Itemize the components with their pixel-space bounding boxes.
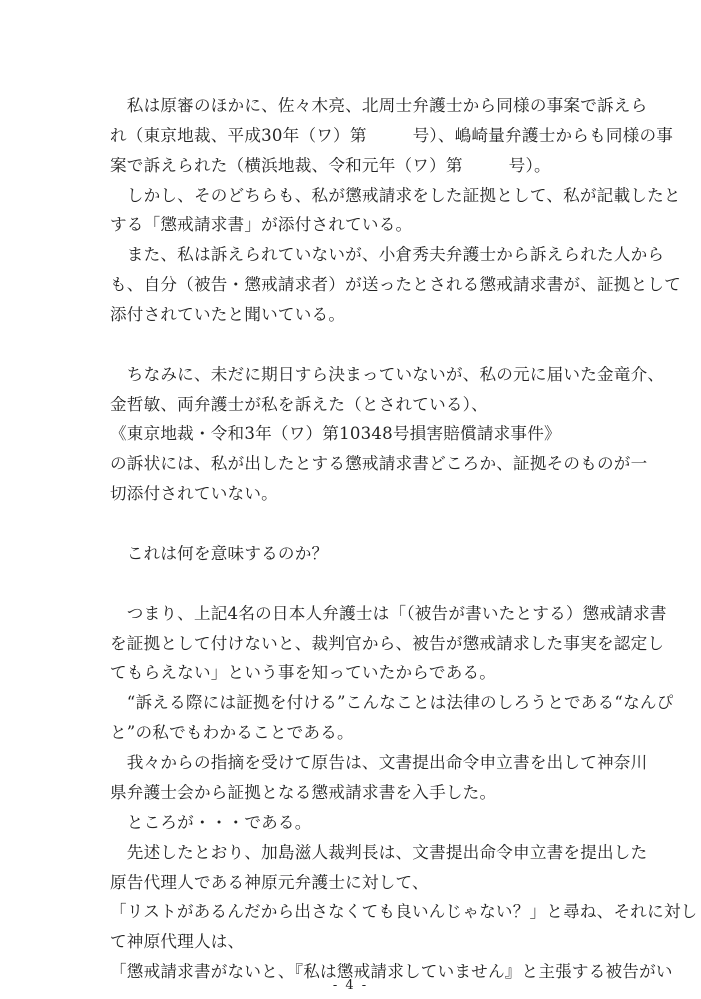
- text-line: “訴える際には証拠を付ける”こんなことは法律のしろうとである“なんぴ: [110, 693, 674, 712]
- text-line: 先述したとおり、加島滋人裁判長は、文書提出命令申立書を提出した: [110, 843, 648, 862]
- text-segment: 号）、嶋崎量弁護士からも同様の事: [412, 126, 674, 145]
- text-line: [110, 156, 602, 176]
- text-line: 添付されていたと聞いている。: [110, 305, 346, 324]
- text-line: も、自分（被告・懲戒請求者）が送ったとされる懲戒請求書が、証拠として: [110, 275, 681, 294]
- text-line: 「リストがあるんだから出さなくても良いんじゃない？」と尋ね、それに対し: [110, 902, 698, 921]
- text-line: する「懲戒請求書」が添付されている。: [110, 215, 413, 234]
- text-line: これは何を意味するのか？: [110, 544, 329, 563]
- text-line: 金哲敏、両弁護士が私を訴えた（とされている）、: [110, 395, 488, 414]
- text-line: 《東京地裁・令和3年（ワ）第10348号損害賠償請求事件》: [110, 424, 561, 443]
- text-segment: 案で訴えられた（横浜地裁、令和元年（ワ）第: [110, 156, 463, 175]
- text-line: 原告代理人である神原元弁護士に対して、: [110, 873, 429, 892]
- text-line: また、私は訴えられていないが、小倉秀夫弁護士から訴えられた人から: [110, 245, 665, 264]
- text-line: 我々からの指摘を受けて原告は、文書提出命令申立書を出して神奈川: [110, 753, 648, 772]
- text-line: と”の私でもわかることである。: [110, 723, 354, 742]
- redacted-number: [367, 129, 413, 145]
- text-line: の訴状には、私が出したとする懲戒請求書どころか、証拠そのものが一: [110, 454, 648, 473]
- page-number: - 4 -: [332, 978, 369, 993]
- text-line: 切添付されていない。: [110, 484, 278, 503]
- text-line: つまり、上記4名の日本人弁護士は「（被告が書いたとする）懲戒請求書: [110, 604, 667, 623]
- text-line: しかし、そのどちらも、私が懲戒請求をした証拠として、私が記載したと: [110, 186, 681, 205]
- text-line: 私は原審のほかに、佐々木亮、北周士弁護士から同様の事案で訴えら: [110, 96, 648, 115]
- redacted-number: [463, 159, 509, 175]
- text-segment: 号）。: [508, 156, 551, 175]
- text-segment: れ（東京地裁、平成30年（ワ）第: [110, 126, 367, 145]
- text-line: ちなみに、未だに期日すら決まっていないが、私の元に届いた金竜介、: [110, 365, 665, 384]
- text-line: ところが・・・である。: [110, 813, 312, 832]
- text-line: 県弁護士会から証拠となる懲戒請求書を入手した。: [110, 783, 497, 802]
- text-line: 「懲戒請求書がないと、『私は懲戒請求していません』と主張する被告がい: [110, 962, 673, 981]
- text-line: て神原代理人は、: [110, 932, 245, 951]
- text-line: [110, 126, 674, 146]
- text-line: てもらえない」という事を知っていたからである。: [110, 663, 497, 682]
- text-line: を証拠として付けないと、裁判官から、被告が懲戒請求した事実を認定し: [110, 634, 665, 653]
